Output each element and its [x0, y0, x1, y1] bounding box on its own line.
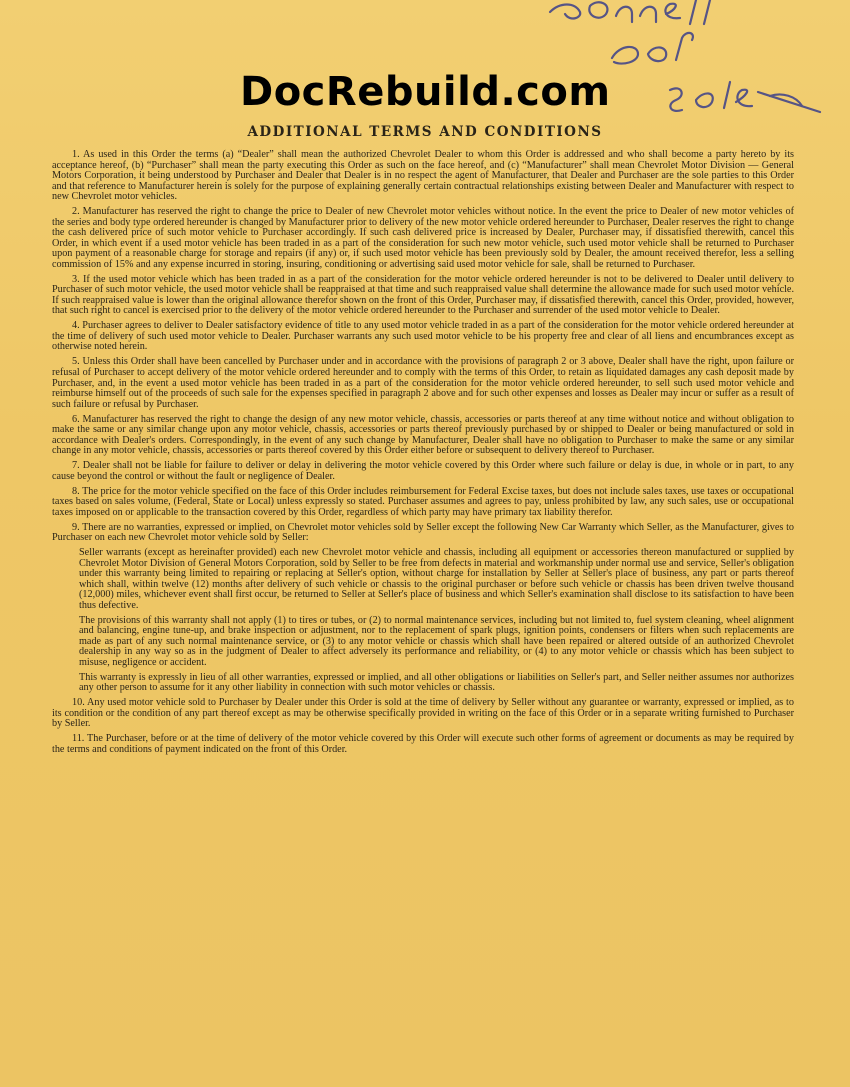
- term-paragraph-5: 5. Unless this Order shall have been cancelled by Purchaser under and in accordance with the provisions of paragraph 2 or 3 above, Dealer shall have the right, upon failure or refusal of Purchaser to accept delivery of the motor vehicle ordered hereunder and to comply with the terms of this Order, to retain as liquidated damages any cash deposit made by Purchaser, and, in the event a used motor vehicle has been traded in as a part of the consideration for the motor vehicle ordered hereunder, to sell such used motor vehicle and reimburse himself out of the proceeds of such sale for the expenses specified in paragraph 2 above and for such other expenses and losses as Dealer may incur or suffer as a result of such failure or refusal by Purchaser.: [52, 356, 794, 410]
- watermark-logo: DocRebuild.com: [240, 69, 611, 115]
- term-paragraph-2: 2. Manufacturer has reserved the right to change the price to Dealer of new Chevrolet motor vehicles without notice. In the event the price to Dealer of new motor vehicles of the series and body type ordered hereunder is changed by Manufacturer prior to delivery of the new motor vehicle ordered hereunder to Purchaser, Dealer reserves the right to change the cash delivered price of such motor vehicle to Purchaser accordingly. If such cash delivered price is increased by Dealer, Purchaser may, if dissatisfied therewith, cancel this Order, in which event if a used motor vehicle has been traded in as a part of the consideration for such new motor vehicle, such used motor vehicle shall be returned to Purchaser upon payment of a reasonable charge for storage and repairs (if any) or, if such used motor vehicle has been previously sold by Dealer, the amount received therefor, less a selling commission of 15% and any expense incurred in storing, insuring, conditioning or advertising said used motor vehicle for sale, shall be returned to Purchaser.: [52, 206, 794, 270]
- term-paragraph-9: 9. There are no warranties, expressed or implied, on Chevrolet motor vehicles sold by Seller except the following New Car Warranty which Seller, as the Manufacturer, gives to Purchaser on each new Chevrolet motor vehicle sold by Seller:: [52, 521, 794, 544]
- term-paragraph-11: 11. The Purchaser, before or at the time of delivery of the motor vehicle covered by this Order will execute such other forms of agreement or documents as may be required by the terms and conditions of payment indicated on the front of this Order.: [52, 733, 794, 755]
- term-paragraph-4: 4. Purchaser agrees to deliver to Dealer satisfactory evidence of title to any used motor vehicle traded in as a part of the consideration for the motor vehicle ordered hereunder at the time of delivery of such used motor vehicle to Dealer. Purchaser warrants any such used motor vehicle to be his property free and clear of all liens and encumbrances except as otherwise noted herein.: [52, 320, 794, 353]
- terms-body: [52, 150, 794, 760]
- term-paragraph-10: 10. Any used motor vehicle sold to Purchaser by Dealer under this Order is sold at the time of delivery by Seller without any guarantee or warranty, expressed or implied, as to its condition or the condition of any part thereof except as may be otherwise specifically provided in writing on the face of this Order or in a separate writing furnished to Purchaser by Seller.: [52, 697, 794, 730]
- term-paragraph-3: 3. If the used motor vehicle which has been traded in as a part of the consideration for the motor vehicle ordered hereunder is not to be delivered to Dealer until delivery to Purchaser of such motor vehicle, the used motor vehicle shall be reappraised at that time and such reappraised value shall determine the allowance made for such used motor vehicle. If such reappraised value is lower than the original allowance therefor shown on the front of this Order, Purchaser may, if dissatisfied therewith, cancel this Order, provided, however, that such right to cancel is exercised prior to the delivery of the motor vehicle ordered hereunder to the Purchaser and surrender of the used motor vehicle to Dealer.: [52, 273, 794, 317]
- warranty-paragraph-2: The provisions of this warranty shall not apply (1) to tires or tubes, or (2) to normal maintenance services, including but not limited to, fuel system cleaning, wheel alignment and balancing, engine tune-up, and brake inspection or adjustment, nor to the replacement of spark plugs, ignition points, condensers or filters when such replacements are made as part of any such normal maintenance service, or (3) to any motor vehicle or chassis which shall have been repaired or altered outside of an authorized Chevrolet dealership in any way so as in the judgment of Dealer to affect adversely its performance and reliability, or (4) to any motor vehicle or chassis which has been subject to misuse, negligence or accident.: [79, 614, 794, 668]
- term-paragraph-1: 1. As used in this Order the terms (a) “Dealer” shall mean the authorized Chevrolet Dealer to whom this Order is addressed and who shall become a party hereto by its acceptance hereof, (b) “Purchaser” shall mean the party executing this Order as such on the face hereof, and (c) “Manufacturer” shall mean Chevrolet Motor Division — General Motors Corporation, it being understood by Purchaser and Dealer that Dealer is in no respect the agent of Manufacturer, that Dealer and Purchaser are the sole parties to this Order and that reference to Manufacturer herein is solely for the purpose of explaining generally certain contractual relationships existing between Dealer and Manufacturer with respect to new Chevrolet motor vehicles.: [52, 149, 794, 203]
- term-paragraph-8: 8. The price for the motor vehicle specified on the face of this Order includes reimbursement for Federal Excise taxes, but does not include sales taxes, use taxes or occupational taxes based on sales volume, (Federal, State or Local) unless expressly so stated. Purchaser assumes and agrees to pay, unless prohibited by law, any such sales, use or occupational taxes imposed on or applicable to the transaction covered by this Order, regardless of which party may have primary tax liability therefor.: [52, 485, 794, 518]
- term-paragraph-7: 7. Dealer shall not be liable for failure to deliver or delay in delivering the motor vehicle covered by this Order where such failure or delay is due, in whole or in part, to any cause beyond the control or without the fault or negligence of Dealer.: [52, 460, 794, 482]
- document-title: ADDITIONAL TERMS AND CONDITIONS: [247, 124, 603, 140]
- term-paragraph-6: 6. Manufacturer has reserved the right to change the design of any new motor vehicle, chassis, accessories or parts thereof at any time without notice and without obligation to make the same or any similar change upon any motor vehicle, chassis, accessories or parts thereof previously purchased by or shipped to Dealer or being manufactured or sold in accordance with Dealer's orders. Correspondingly, in the event of any such change by Manufacturer, Dealer shall have no obligation to Purchaser to make the same or any similar change in any motor vehicle, chassis, accessories or parts thereof covered by this Order either before or subsequent to delivery thereof to Purchaser.: [52, 413, 794, 457]
- warranty-paragraph-3: This warranty is expressly in lieu of all other warranties, expressed or implied, and all other obligations or liabilities on Seller's part, and Seller neither assumes nor authorizes any other person to assume for it any other liability in connection with such motor vehicles or chassis.: [79, 671, 794, 694]
- warranty-paragraph-1: Seller warrants (except as hereinafter provided) each new Chevrolet motor vehicle and chassis, including all equipment or accessories thereon manufactured or supplied by Chevrolet Motor Division of General Motors Corporation, sold by Seller to be free from defects in material and workmanship under normal use and service, Seller's obligation under this warranty being limited to repairing or replacing at Seller's option, without charge for installation by Seller at Seller's place of business, any part or parts thereof which shall, within twelve (12) months after delivery of such vehicle or chassis to the original purchaser or before such vehicle or chassis has been driven twelve thousand (12,000) miles, whichever event shall first occur, be returned to Seller at Seller's place of business and which Seller's examination shall disclose to its satisfaction to have been thus defective.: [79, 547, 794, 611]
